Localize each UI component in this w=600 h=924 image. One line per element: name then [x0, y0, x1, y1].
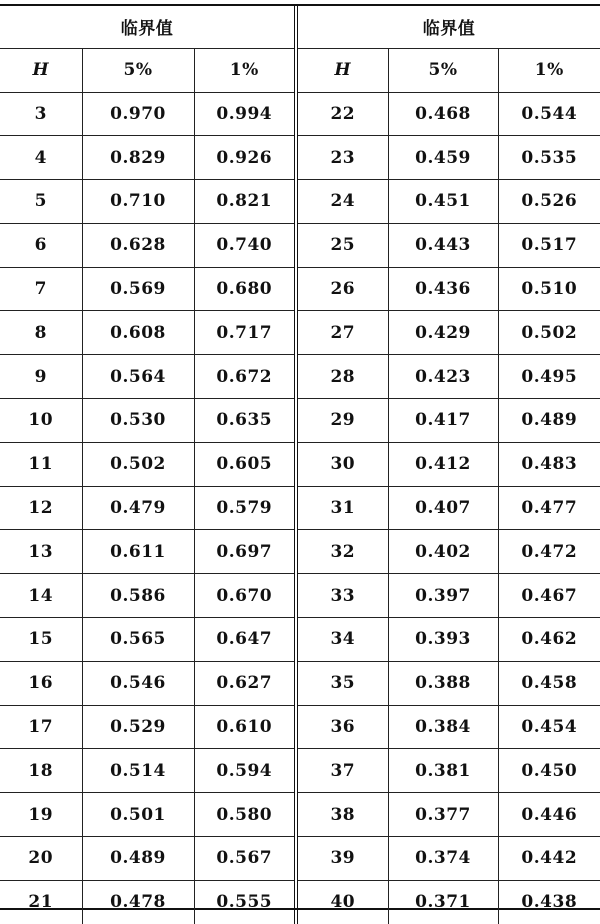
- table-row: [0, 180, 600, 224]
- value-5pct-left: 0.564: [82, 355, 194, 399]
- column-header-h-right: H: [296, 48, 388, 92]
- h-cell-right: 40: [296, 880, 388, 924]
- value-5pct-right: 0.429: [388, 311, 498, 355]
- value-1pct-right: 0.442: [498, 837, 600, 881]
- value-5pct-left: 0.608: [82, 311, 194, 355]
- value-5pct-left: 0.710: [82, 180, 194, 224]
- h-cell-left: 14: [0, 574, 82, 618]
- h-cell-right: 36: [296, 705, 388, 749]
- value-5pct-left: 0.489: [82, 837, 194, 881]
- h-cell-right: 33: [296, 574, 388, 618]
- h-cell-right: 23: [296, 136, 388, 180]
- table-row: [0, 267, 600, 311]
- value-5pct-left: 0.478: [82, 880, 194, 924]
- h-cell-right: 38: [296, 793, 388, 837]
- value-1pct-right: 0.450: [498, 749, 600, 793]
- value-1pct-left: 0.627: [194, 661, 296, 705]
- value-5pct-right: 0.412: [388, 442, 498, 486]
- table-body: [0, 92, 600, 924]
- value-5pct-right: 0.374: [388, 837, 498, 881]
- value-1pct-right: 0.454: [498, 705, 600, 749]
- value-1pct-left: 0.740: [194, 223, 296, 267]
- h-cell-right: 25: [296, 223, 388, 267]
- value-5pct-right: 0.381: [388, 749, 498, 793]
- value-5pct-right: 0.393: [388, 618, 498, 662]
- table-row: [0, 880, 600, 924]
- value-5pct-right: 0.371: [388, 880, 498, 924]
- table-row: [0, 311, 600, 355]
- value-5pct-left: 0.546: [82, 661, 194, 705]
- value-1pct-left: 0.672: [194, 355, 296, 399]
- h-cell-right: 22: [296, 92, 388, 136]
- value-5pct-right: 0.402: [388, 530, 498, 574]
- table-row: [0, 442, 600, 486]
- value-1pct-right: 0.526: [498, 180, 600, 224]
- value-5pct-right: 0.377: [388, 793, 498, 837]
- value-5pct-left: 0.479: [82, 486, 194, 530]
- value-1pct-right: 0.510: [498, 267, 600, 311]
- h-cell-right: 34: [296, 618, 388, 662]
- value-1pct-left: 0.567: [194, 837, 296, 881]
- value-5pct-left: 0.611: [82, 530, 194, 574]
- column-header-row: [0, 48, 600, 92]
- value-5pct-right: 0.459: [388, 136, 498, 180]
- column-header-1pct-left: 1%: [194, 48, 296, 92]
- critical-value-table: [0, 6, 600, 924]
- value-1pct-right: 0.535: [498, 136, 600, 180]
- value-5pct-right: 0.443: [388, 223, 498, 267]
- value-1pct-left: 0.680: [194, 267, 296, 311]
- h-cell-left: 9: [0, 355, 82, 399]
- value-5pct-left: 0.586: [82, 574, 194, 618]
- column-header-1pct-right: 1%: [498, 48, 600, 92]
- h-cell-right: 28: [296, 355, 388, 399]
- h-cell-right: 32: [296, 530, 388, 574]
- value-1pct-left: 0.605: [194, 442, 296, 486]
- value-1pct-left: 0.994: [194, 92, 296, 136]
- value-1pct-right: 0.477: [498, 486, 600, 530]
- h-cell-right: 29: [296, 399, 388, 443]
- value-5pct-right: 0.451: [388, 180, 498, 224]
- value-5pct-right: 0.423: [388, 355, 498, 399]
- h-cell-left: 7: [0, 267, 82, 311]
- table-row: [0, 837, 600, 881]
- table-row: [0, 92, 600, 136]
- value-1pct-left: 0.580: [194, 793, 296, 837]
- h-cell-left: 15: [0, 618, 82, 662]
- h-cell-left: 17: [0, 705, 82, 749]
- value-5pct-right: 0.397: [388, 574, 498, 618]
- value-1pct-left: 0.579: [194, 486, 296, 530]
- value-1pct-right: 0.517: [498, 223, 600, 267]
- table-row: [0, 618, 600, 662]
- table-row: [0, 793, 600, 837]
- table-row: [0, 486, 600, 530]
- value-5pct-right: 0.417: [388, 399, 498, 443]
- h-cell-right: 37: [296, 749, 388, 793]
- group-header-left: 临界值: [0, 6, 296, 48]
- h-cell-left: 12: [0, 486, 82, 530]
- value-1pct-left: 0.594: [194, 749, 296, 793]
- value-5pct-left: 0.970: [82, 92, 194, 136]
- value-5pct-left: 0.565: [82, 618, 194, 662]
- h-cell-left: 10: [0, 399, 82, 443]
- value-5pct-left: 0.569: [82, 267, 194, 311]
- h-cell-right: 35: [296, 661, 388, 705]
- value-5pct-left: 0.514: [82, 749, 194, 793]
- h-cell-left: 5: [0, 180, 82, 224]
- value-1pct-right: 0.458: [498, 661, 600, 705]
- value-1pct-left: 0.635: [194, 399, 296, 443]
- column-header-5pct-left: 5%: [82, 48, 194, 92]
- value-1pct-right: 0.495: [498, 355, 600, 399]
- value-1pct-right: 0.446: [498, 793, 600, 837]
- value-5pct-right: 0.388: [388, 661, 498, 705]
- value-5pct-right: 0.407: [388, 486, 498, 530]
- table-row: [0, 223, 600, 267]
- h-cell-left: 21: [0, 880, 82, 924]
- table-row: [0, 530, 600, 574]
- value-5pct-right: 0.384: [388, 705, 498, 749]
- value-5pct-left: 0.529: [82, 705, 194, 749]
- group-header-row: [0, 6, 600, 48]
- critical-value-table-sheet: [0, 4, 600, 913]
- value-1pct-right: 0.467: [498, 574, 600, 618]
- h-cell-left: 11: [0, 442, 82, 486]
- value-5pct-right: 0.436: [388, 267, 498, 311]
- h-cell-left: 19: [0, 793, 82, 837]
- h-cell-right: 26: [296, 267, 388, 311]
- table-row: [0, 574, 600, 618]
- value-5pct-left: 0.628: [82, 223, 194, 267]
- value-1pct-left: 0.697: [194, 530, 296, 574]
- h-cell-left: 3: [0, 92, 82, 136]
- h-cell-left: 16: [0, 661, 82, 705]
- value-5pct-left: 0.501: [82, 793, 194, 837]
- value-1pct-left: 0.926: [194, 136, 296, 180]
- h-cell-left: 13: [0, 530, 82, 574]
- table-row: [0, 661, 600, 705]
- h-cell-left: 20: [0, 837, 82, 881]
- h-cell-left: 8: [0, 311, 82, 355]
- h-cell-left: 4: [0, 136, 82, 180]
- h-cell-right: 30: [296, 442, 388, 486]
- value-1pct-left: 0.670: [194, 574, 296, 618]
- value-1pct-right: 0.462: [498, 618, 600, 662]
- h-cell-right: 31: [296, 486, 388, 530]
- value-5pct-left: 0.502: [82, 442, 194, 486]
- h-cell-left: 6: [0, 223, 82, 267]
- table-row: [0, 355, 600, 399]
- table-row: [0, 136, 600, 180]
- value-5pct-left: 0.530: [82, 399, 194, 443]
- h-cell-right: 27: [296, 311, 388, 355]
- value-1pct-left: 0.821: [194, 180, 296, 224]
- value-1pct-right: 0.483: [498, 442, 600, 486]
- h-cell-right: 39: [296, 837, 388, 881]
- value-1pct-left: 0.610: [194, 705, 296, 749]
- group-header-right: 临界值: [296, 6, 600, 48]
- value-5pct-right: 0.468: [388, 92, 498, 136]
- value-1pct-right: 0.544: [498, 92, 600, 136]
- value-1pct-left: 0.717: [194, 311, 296, 355]
- h-cell-left: 18: [0, 749, 82, 793]
- h-cell-right: 24: [296, 180, 388, 224]
- column-header-h-left: H: [0, 48, 82, 92]
- value-1pct-right: 0.438: [498, 880, 600, 924]
- table-row: [0, 705, 600, 749]
- value-1pct-right: 0.472: [498, 530, 600, 574]
- value-1pct-left: 0.647: [194, 618, 296, 662]
- value-1pct-left: 0.555: [194, 880, 296, 924]
- value-1pct-right: 0.489: [498, 399, 600, 443]
- table-row: [0, 399, 600, 443]
- value-5pct-left: 0.829: [82, 136, 194, 180]
- value-1pct-right: 0.502: [498, 311, 600, 355]
- table-row: [0, 749, 600, 793]
- column-header-5pct-right: 5%: [388, 48, 498, 92]
